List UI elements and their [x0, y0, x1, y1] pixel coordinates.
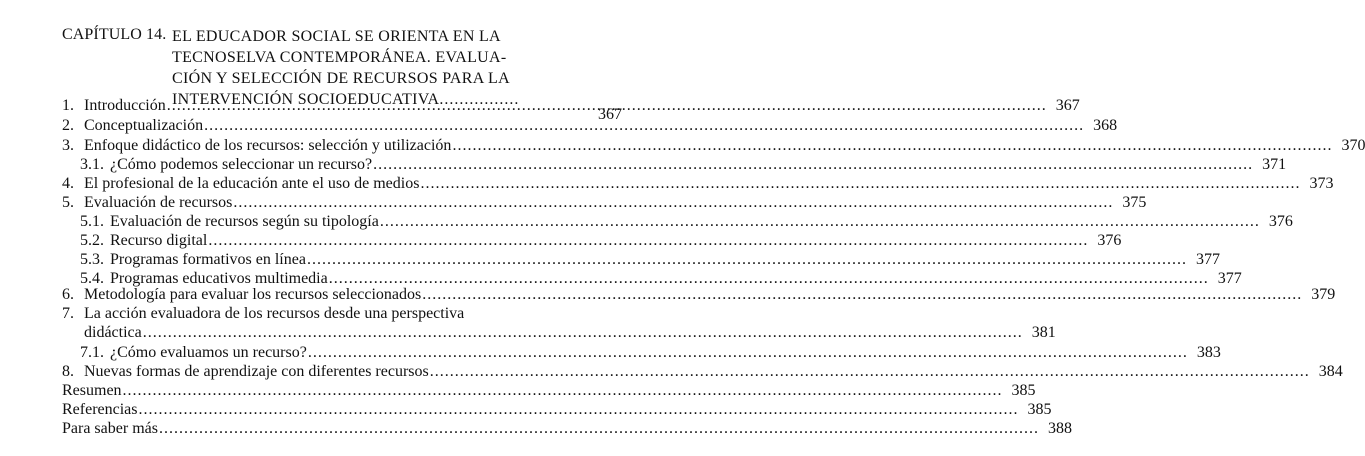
toc-entry	[80, 212, 1293, 231]
dot-leader	[123, 381, 1003, 400]
toc-entry-number: 7.	[62, 305, 74, 322]
toc-entry-page: 373	[1309, 175, 1334, 192]
toc-entry	[84, 323, 1056, 342]
toc-entry-label: Recurso digital	[110, 232, 208, 249]
toc-entry-number: 5.1.	[80, 213, 104, 230]
toc-entry-label: Metodología para evaluar los recursos seleccionados	[84, 286, 422, 303]
toc-entry-number: 8.	[62, 363, 74, 380]
toc-entry-label: Para saber más	[62, 420, 158, 437]
dot-leader	[307, 250, 1187, 269]
toc-entry	[62, 116, 1118, 135]
toc-entry	[62, 285, 1336, 304]
toc-entry-page: 367	[1055, 97, 1080, 114]
toc-entry-label: didáctica	[84, 324, 142, 341]
toc-entry-number: 5.3.	[80, 251, 104, 268]
toc-entry-page: 376	[1097, 232, 1122, 249]
toc-entry-number: 6.	[62, 286, 74, 303]
toc-entry-number: 5.4.	[80, 270, 104, 287]
toc-entry-label: La acción evaluadora de los recursos desde una perspectiva	[84, 305, 465, 322]
toc-entry	[62, 419, 1072, 438]
toc-entry-label: Programas educativos multimedia	[110, 270, 328, 287]
toc-entry-label: Resumen	[62, 382, 122, 399]
toc-entry-page: 383	[1196, 344, 1221, 361]
dot-leader	[167, 96, 1047, 115]
toc-entry-label: Introducción	[84, 97, 166, 114]
toc-entry-page: 375	[1122, 194, 1147, 211]
dot-leader	[233, 193, 1113, 212]
toc-entry-number: 7.1.	[80, 344, 104, 361]
toc-entry-page: 388	[1047, 420, 1072, 437]
dot-leader	[159, 419, 1039, 438]
toc-entry	[62, 174, 1334, 193]
toc-entry-label: Conceptualización	[84, 117, 204, 134]
toc-entry	[80, 231, 1122, 250]
toc-entry	[80, 343, 1221, 362]
toc-entry	[62, 362, 1343, 381]
toc-entry-label: ¿Cómo podemos seleccionar un recurso?	[110, 156, 373, 173]
toc-entry	[80, 250, 1220, 269]
toc-entry-label: Nuevas formas de aprendizaje con diferentes recursos	[84, 363, 429, 380]
dot-leader	[139, 400, 1019, 419]
toc-entry-number: 1.	[62, 97, 74, 114]
dot-leader	[452, 136, 1332, 155]
chapter-title-line: TECNOSELVA CONTEMPORÁNEA. EVALUA-	[172, 49, 507, 66]
chapter-title-line: EL EDUCADOR SOCIAL SE ORIENTA EN LA	[172, 28, 501, 45]
dot-leader	[204, 116, 1084, 135]
dot-leader	[373, 155, 1253, 174]
toc-entry-number: 3.	[62, 137, 74, 154]
toc-entry-page: 377	[1195, 251, 1220, 268]
toc-entry	[62, 381, 1036, 400]
toc-entry	[62, 136, 1365, 155]
toc-entry-number: 3.1.	[80, 156, 104, 173]
dot-leader	[422, 285, 1302, 304]
toc-entry-label: Evaluación de recursos	[84, 194, 233, 211]
toc-entry	[62, 96, 1080, 115]
toc-entry-label: Referencias	[62, 401, 138, 418]
toc-entry-label: El profesional de la educación ante el uso de medios	[84, 175, 420, 192]
toc-entry-page: 370	[1341, 137, 1365, 154]
toc-entry-label: Programas formativos en línea	[110, 251, 306, 268]
toc-entry-page: 381	[1031, 324, 1056, 341]
toc-entry-number: 5.2.	[80, 232, 104, 249]
dot-leader	[208, 231, 1088, 250]
toc-entry-page: 384	[1318, 363, 1343, 380]
toc-entry	[62, 193, 1147, 212]
dot-leader	[308, 343, 1188, 362]
toc-entry	[80, 155, 1287, 174]
toc-entry-page: 379	[1311, 286, 1336, 303]
toc-entry	[62, 304, 556, 323]
toc-entry	[62, 400, 1052, 419]
toc-entry-label: Evaluación de recursos según su tipología	[110, 213, 379, 230]
toc-entry-number: 2.	[62, 117, 74, 134]
toc-entry-page: 371	[1262, 156, 1287, 173]
dot-leader	[380, 212, 1260, 231]
chapter-title-line: CIÓN Y SELECCIÓN DE RECURSOS PARA LA	[172, 70, 510, 87]
toc-entry-label: ¿Cómo evaluamos un recurso?	[110, 344, 307, 361]
dot-leader	[420, 174, 1300, 193]
chapter-page-number: 367	[598, 106, 622, 123]
chapter-title-line: INTERVENCIÓN SOCIOEDUCATIVA................	[172, 91, 520, 108]
toc-entry-page: 376	[1268, 213, 1293, 230]
toc-entry-page: 385	[1011, 382, 1036, 399]
toc-entry-number: 4.	[62, 175, 74, 192]
toc-entry-number: 5.	[62, 194, 74, 211]
chapter-label: CAPÍTULO 14.	[62, 26, 167, 43]
toc-entry-page: 368	[1093, 117, 1118, 134]
toc-entry-page: 377	[1217, 270, 1242, 287]
toc-entry-label: Enfoque didáctico de los recursos: selección y utilización	[84, 137, 452, 154]
dot-leader	[430, 362, 1310, 381]
toc-entry-page: 385	[1027, 401, 1052, 418]
dot-leader	[143, 323, 1023, 342]
